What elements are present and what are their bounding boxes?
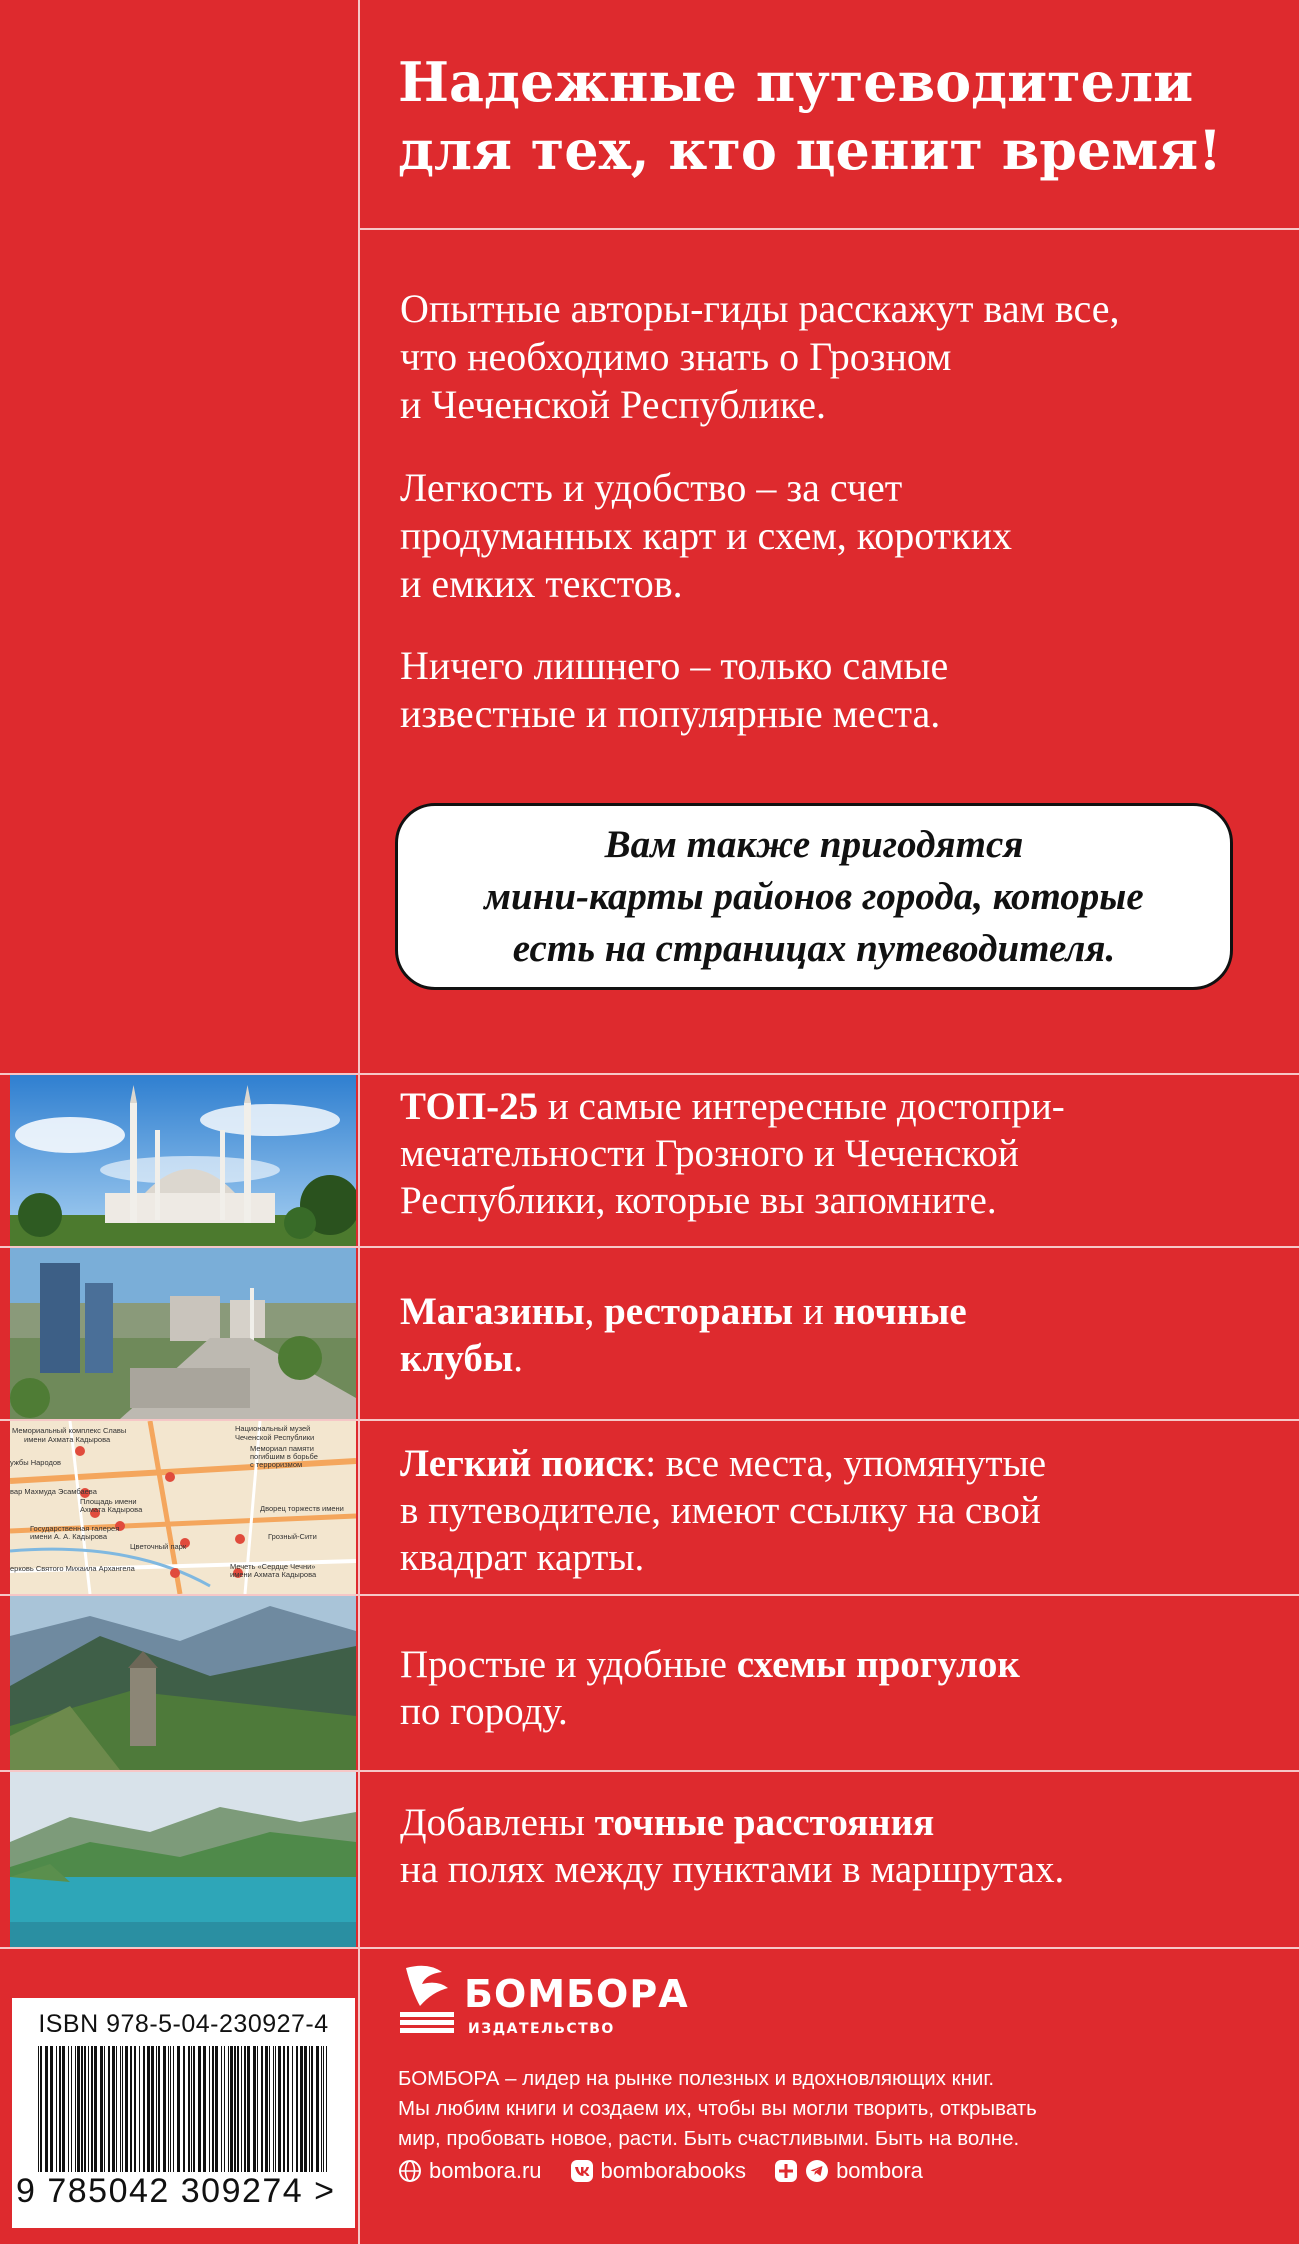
intro-p1-line-3: и Чеченской Республике. <box>400 382 827 427</box>
social-vk[interactable] <box>570 2158 747 2184</box>
intro-paragraph-2 <box>400 464 1280 608</box>
social-vk-label: bomborabooks <box>600 2158 747 2183</box>
intro-paragraph-1 <box>400 285 1280 429</box>
map-label: Цветочный парк <box>130 1542 187 1551</box>
map-label: имени Ахмата Кадырова <box>24 1435 111 1444</box>
intro-p2-line-2: продуманных карт и схем, коротких <box>400 513 1012 558</box>
feature-search-line-1: : все места, упомянутые <box>645 1442 1047 1485</box>
map-label: Грозный-Сити <box>268 1532 317 1541</box>
divider-after-headline <box>358 228 1299 230</box>
social-website-label: bombora.ru <box>429 2158 542 2183</box>
publisher-socials <box>398 2158 923 2184</box>
divider-feature-5 <box>0 1947 1299 1949</box>
feature-search-line-2: в путеводителе, имеют ссылку на свой <box>400 1489 1041 1532</box>
feature-distances-line-2: на полях между пунктами в маршрутах. <box>400 1848 1065 1891</box>
feature-walks-line-2: по городу. <box>400 1690 568 1733</box>
headline <box>398 48 1278 184</box>
callout-text: Вам также пригодятся мини-карты районов города, которые есть на страницах путеводителя. <box>484 822 1144 970</box>
social-website[interactable] <box>398 2158 542 2184</box>
publisher-blurb <box>398 2064 1278 2154</box>
intro-p1-line-1: Опытные авторы-гиды расскажут вам все, <box>400 286 1120 331</box>
headline-line-2: для тех, кто ценит время! <box>398 118 1222 182</box>
map-label: Мемориальный комплекс Славы <box>12 1426 127 1435</box>
globe-icon <box>398 2159 422 2183</box>
map-label: Мечеть «Сердце Чечни» <box>230 1562 316 1571</box>
feature-search-line-3: квадрат карты. <box>400 1536 645 1579</box>
intro-paragraph-3 <box>400 642 1280 738</box>
map-label: вар Махмуда Эсамбаева <box>10 1487 97 1496</box>
intro-p1-line-2: что необходимо знать о Грозном <box>400 334 952 379</box>
headline-line-1: Надежные путеводители <box>398 50 1194 114</box>
intro-p3-line-2: известные и популярные места. <box>400 691 941 736</box>
feature-shops-end: . <box>513 1337 524 1380</box>
map-label: ужбы Народов <box>10 1458 62 1467</box>
intro-p2-line-1: Легкость и удобство – за счет <box>400 465 903 510</box>
feature-shops-bold-2: рестораны <box>604 1290 794 1333</box>
map-label: имени А. А. Кадырова <box>30 1532 107 1541</box>
feature-walks <box>400 1641 1260 1735</box>
feature-search <box>400 1440 1260 1581</box>
feature-shops-sep-2: и <box>793 1290 834 1333</box>
city-aerial-photo <box>10 1248 356 1419</box>
telegram-icon <box>805 2159 829 2183</box>
isbn-barcode-block <box>12 1998 355 2228</box>
feature-shops-bold-1: Магазины <box>400 1290 585 1333</box>
bombora-logo-icon <box>398 1962 456 2034</box>
publisher-logo-subtitle: ИЗДАТЕЛЬСТВО <box>468 2021 615 2037</box>
map-label: ерковь Святого Михаила Архангела <box>10 1564 135 1573</box>
feature-top25-line-1: и самые интересные достопри- <box>538 1085 1065 1128</box>
intro-p2-line-3: и емких текстов. <box>400 561 683 606</box>
feature-top25-line-2: мечательности Грозного и Чеченской <box>400 1132 1019 1175</box>
feature-distances <box>400 1799 1260 1893</box>
map-label: с терроризмом <box>250 1460 303 1469</box>
map-label: Национальный музей <box>235 1424 311 1433</box>
mini-maps-callout <box>395 803 1233 990</box>
barcode-icon <box>34 2046 334 2172</box>
feature-top25-bold: ТОП-25 <box>400 1085 539 1128</box>
map-label: Ахмата Кадырова <box>80 1505 143 1514</box>
map-label: имени Ахмата Кадырова <box>230 1570 317 1579</box>
isbn-number: ISBN 978-5-04-230927-4 <box>38 2010 329 2038</box>
intro-p3-line-1: Ничего лишнего – только самые <box>400 643 949 688</box>
feature-distances-bold: точные расстояния <box>594 1801 935 1844</box>
plus-icon <box>774 2159 798 2183</box>
mosque-photo <box>10 1075 356 1246</box>
map-label: Чеченской Республики <box>235 1433 315 1442</box>
feature-shops-sep-1: , <box>584 1290 605 1333</box>
map-label: погибшим в борьбе <box>250 1452 318 1461</box>
social-telegram[interactable] <box>774 2158 923 2184</box>
publisher-blurb-line-2: Мы любим книги и создаем их, чтобы вы могли творить, открывать <box>398 2097 1037 2120</box>
publisher-logo-name: БОМБОРА <box>464 1972 689 2016</box>
publisher-blurb-line-1: БОМБОРА – лидер на рынке полезных и вдохновляющих книг. <box>398 2067 995 2090</box>
feature-walks-pre: Простые и удобные <box>400 1643 737 1686</box>
feature-shops <box>400 1288 1260 1382</box>
vk-icon <box>570 2159 594 2183</box>
feature-top25-line-3: Республики, которые вы запомните. <box>400 1179 997 1222</box>
feature-shops-bold-4: клубы <box>400 1337 514 1380</box>
social-telegram-label: bombora <box>836 2158 923 2183</box>
mountain-lake-photo <box>10 1772 356 1947</box>
map-label: Государственная галерея <box>30 1524 120 1533</box>
map-label: Мемориал памяти <box>250 1444 314 1453</box>
feature-search-bold: Легкий поиск <box>400 1442 646 1485</box>
map-label: Дворец торжеств имени <box>260 1504 344 1513</box>
feature-distances-pre: Добавлены <box>400 1801 595 1844</box>
feature-shops-bold-3: ночные <box>833 1290 967 1333</box>
feature-top25 <box>400 1083 1260 1224</box>
publisher-blurb-line-3: мир, пробовать новое, расти. Быть счастливыми. Быть на волне. <box>398 2127 1020 2150</box>
city-map-snippet <box>10 1421 356 1594</box>
vertical-divider <box>358 0 360 2244</box>
map-label: Площадь имени <box>80 1497 137 1506</box>
feature-walks-bold: схемы прогулок <box>736 1643 1020 1686</box>
mountain-tower-photo <box>10 1596 356 1770</box>
barcode-digits: 9 785042 309274 > <box>16 2172 336 2210</box>
